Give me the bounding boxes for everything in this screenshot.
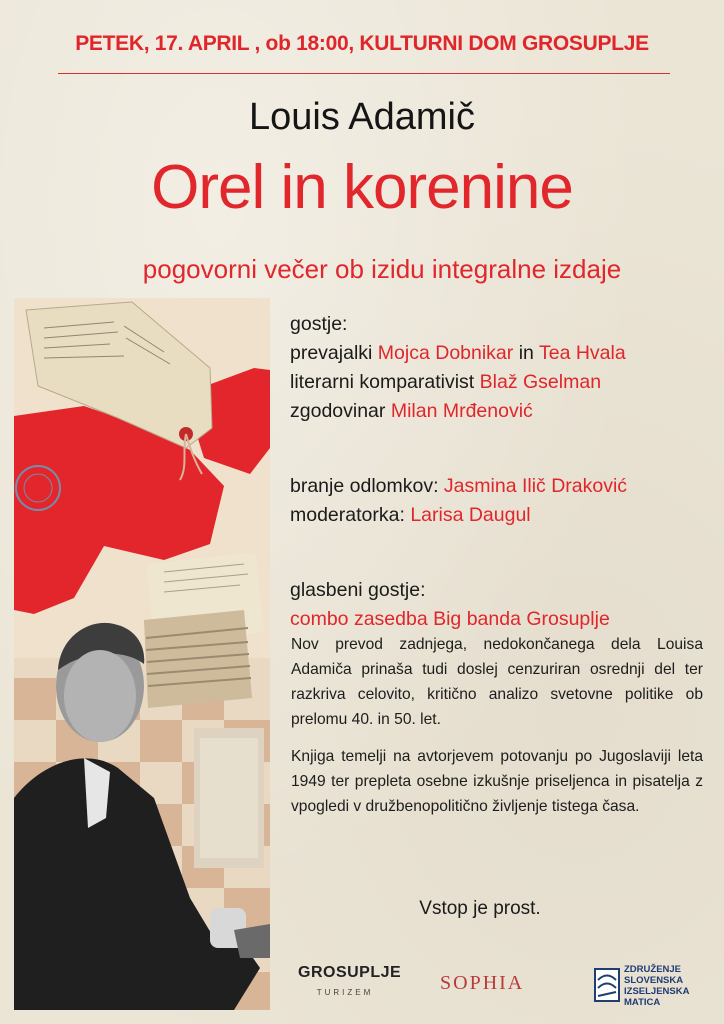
moderator-name: Larisa Daugul	[410, 504, 531, 526]
grosuplje-logo-text: GROSUPLJE	[298, 964, 402, 981]
moderator-label: moderatorka:	[290, 504, 405, 526]
matica-text-line: ZDRUŽENJE	[624, 964, 682, 975]
translator-name: Mojca Dobnikar	[377, 342, 514, 364]
event-info: PETEK, 17. APRIL , ob 18:00, KULTURNI DOM GROSUPLJE	[75, 32, 649, 55]
matica-text-line: IZSELJENSKA	[624, 986, 690, 997]
event-subtitle: pogovorni večer ob izidu integralne izdaje	[142, 254, 622, 284]
translators-label: prevajalki	[290, 342, 373, 364]
grosuplje-logo-subtext: TURIZEM	[316, 988, 374, 997]
music-name: combo zasedba Big banda Grosuplje	[290, 608, 610, 630]
music-label: glasbeni gostje:	[290, 579, 426, 601]
divider	[58, 73, 670, 74]
matica-text-line: SLOVENSKA	[624, 975, 684, 986]
reader-name: Jasmina Ilič Draković	[443, 475, 628, 497]
translators-line	[290, 339, 710, 368]
historian-label: zgodovinar	[290, 400, 386, 422]
description-paragraph: Nov prevod zadnjega, nedokončanega dela Louisa Adamiča prinaša tudi doslej cenzuriran osrednji del ter razkriva celovito, kritično analizo svetovne politike ob prelomu 40. in 50. let.	[291, 636, 703, 728]
matica-text-line: MATICA	[624, 997, 661, 1008]
translator-name: Tea Hvala	[538, 342, 626, 364]
sophia-logo: SOPHIA	[440, 972, 525, 994]
comparatist-name: Blaž Gselman	[479, 371, 602, 393]
collage-illustration	[14, 298, 270, 1010]
guests-heading: gostje:	[290, 313, 348, 335]
grosuplje-logo	[298, 964, 402, 997]
author-name: Louis Adamič	[248, 96, 475, 138]
description-paragraph: Knjiga temelji na avtorjevem potovanju po Jugoslaviji leta 1949 ter prepleta osebne izkušnje priseljenca in pisatelja z vpogledi v družbenopolitično življenje tistega časa.	[291, 748, 703, 815]
comparatist-line	[290, 368, 710, 397]
reading-label: branje odlomkov:	[290, 475, 439, 497]
moderator-line	[290, 501, 710, 530]
historian-name: Milan Mrđenović	[390, 400, 533, 422]
historian-line	[290, 397, 710, 426]
conjunction: in	[518, 342, 534, 364]
guests-section	[290, 310, 710, 634]
book-title: Orel in korenine	[151, 153, 573, 222]
matica-emblem-icon	[594, 968, 620, 1002]
collage-image	[14, 298, 270, 1010]
reading-line	[290, 472, 710, 501]
comparatist-label: literarni komparativist	[290, 371, 475, 393]
entry-note: Vstop je prost.	[419, 898, 541, 919]
